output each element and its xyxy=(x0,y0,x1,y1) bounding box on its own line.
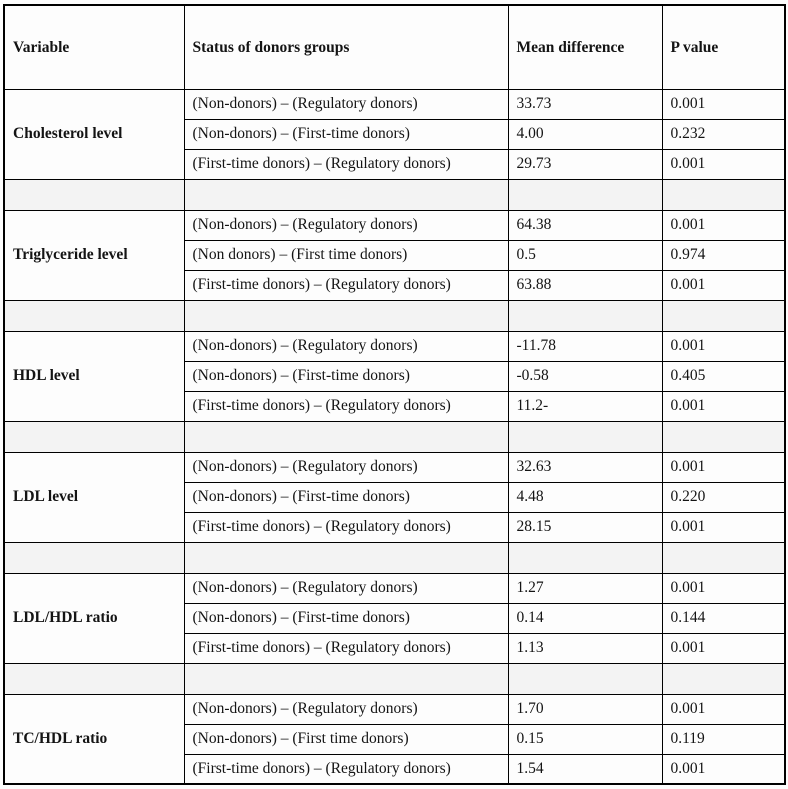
spacer-cell xyxy=(184,421,508,452)
variable-cell-tc-hdl-ratio: TC/HDL ratio xyxy=(4,694,184,784)
spacer-cell xyxy=(662,300,785,331)
spacer-cell xyxy=(508,421,662,452)
p-value-cell: 0.001 xyxy=(662,391,785,421)
status-cell: (First-time donors) – (Regulatory donors) xyxy=(184,270,508,300)
mean-difference-cell: 4.48 xyxy=(508,482,662,512)
status-cell: (Non-donors) – (First time donors) xyxy=(184,724,508,754)
spacer-cell xyxy=(184,542,508,573)
variable-cell-cholesterol: Cholesterol level xyxy=(4,89,184,179)
status-cell: (Non-donors) – (Regulatory donors) xyxy=(184,694,508,724)
mean-difference-cell: 0.14 xyxy=(508,603,662,633)
status-cell: (Non-donors) – (Regulatory donors) xyxy=(184,452,508,482)
table-row xyxy=(4,89,785,119)
p-value-cell: 0.001 xyxy=(662,149,785,179)
header-p-value: P value xyxy=(662,5,785,89)
p-value-cell: 0.974 xyxy=(662,240,785,270)
mean-difference-cell: 1.70 xyxy=(508,694,662,724)
p-value-cell: 0.001 xyxy=(662,512,785,542)
mean-difference-cell: 0.15 xyxy=(508,724,662,754)
p-value-cell: 0.001 xyxy=(662,452,785,482)
mean-difference-cell: 4.00 xyxy=(508,119,662,149)
variable-cell-hdl: HDL level xyxy=(4,331,184,421)
spacer-cell xyxy=(4,179,184,210)
spacer-cell xyxy=(508,179,662,210)
mean-difference-cell: 0.5 xyxy=(508,240,662,270)
table-row xyxy=(4,573,785,603)
spacer-cell xyxy=(662,663,785,694)
spacer-cell xyxy=(508,542,662,573)
spacer-cell xyxy=(184,300,508,331)
mean-difference-cell: 11.2- xyxy=(508,391,662,421)
spacer-cell xyxy=(662,421,785,452)
mean-difference-cell: 63.88 xyxy=(508,270,662,300)
p-value-cell: 0.001 xyxy=(662,694,785,724)
p-value-cell: 0.232 xyxy=(662,119,785,149)
spacer-row xyxy=(4,421,785,452)
mean-difference-cell: -11.78 xyxy=(508,331,662,361)
header-status: Status of donors groups xyxy=(184,5,508,89)
p-value-cell: 0.405 xyxy=(662,361,785,391)
p-value-cell: 0.001 xyxy=(662,89,785,119)
status-cell: (Non donors) – (First time donors) xyxy=(184,240,508,270)
header-variable: Variable xyxy=(4,5,184,89)
p-value-cell: 0.001 xyxy=(662,754,785,784)
mean-difference-cell: 32.63 xyxy=(508,452,662,482)
table-header-row xyxy=(4,5,785,89)
spacer-cell xyxy=(184,663,508,694)
mean-difference-cell: 29.73 xyxy=(508,149,662,179)
mean-difference-cell: 1.13 xyxy=(508,633,662,663)
spacer-cell xyxy=(4,663,184,694)
status-cell: (Non-donors) – (Regulatory donors) xyxy=(184,573,508,603)
status-cell: (Non-donors) – (First-time donors) xyxy=(184,482,508,512)
status-cell: (First-time donors) – (Regulatory donors) xyxy=(184,754,508,784)
spacer-row xyxy=(4,179,785,210)
status-cell: (First-time donors) – (Regulatory donors) xyxy=(184,512,508,542)
mean-difference-cell: 64.38 xyxy=(508,210,662,240)
status-cell: (First-time donors) – (Regulatory donors) xyxy=(184,633,508,663)
p-value-cell: 0.144 xyxy=(662,603,785,633)
mean-difference-cell: 33.73 xyxy=(508,89,662,119)
status-cell: (First-time donors) – (Regulatory donors) xyxy=(184,149,508,179)
table-row xyxy=(4,331,785,361)
spacer-cell xyxy=(4,300,184,331)
table-row xyxy=(4,452,785,482)
status-cell: (Non-donors) – (Regulatory donors) xyxy=(184,331,508,361)
spacer-cell xyxy=(184,179,508,210)
spacer-cell xyxy=(4,542,184,573)
variable-cell-ldl-hdl-ratio: LDL/HDL ratio xyxy=(4,573,184,663)
spacer-row xyxy=(4,663,785,694)
spacer-row xyxy=(4,300,785,331)
donor-comparison-table xyxy=(3,4,786,785)
spacer-cell xyxy=(508,300,662,331)
status-cell: (Non-donors) – (First-time donors) xyxy=(184,119,508,149)
mean-difference-cell: 1.54 xyxy=(508,754,662,784)
spacer-cell xyxy=(4,421,184,452)
status-cell: (First-time donors) – (Regulatory donors) xyxy=(184,391,508,421)
mean-difference-cell: 28.15 xyxy=(508,512,662,542)
status-cell: (Non-donors) – (First-time donors) xyxy=(184,361,508,391)
p-value-cell: 0.119 xyxy=(662,724,785,754)
p-value-cell: 0.001 xyxy=(662,331,785,361)
p-value-cell: 0.001 xyxy=(662,270,785,300)
table-row xyxy=(4,210,785,240)
p-value-cell: 0.001 xyxy=(662,633,785,663)
spacer-row xyxy=(4,542,785,573)
status-cell: (Non-donors) – (Regulatory donors) xyxy=(184,210,508,240)
variable-cell-triglyceride: Triglyceride level xyxy=(4,210,184,300)
spacer-cell xyxy=(662,179,785,210)
status-cell: (Non-donors) – (Regulatory donors) xyxy=(184,89,508,119)
status-cell: (Non-donors) – (First-time donors) xyxy=(184,603,508,633)
p-value-cell: 0.220 xyxy=(662,482,785,512)
variable-cell-ldl: LDL level xyxy=(4,452,184,542)
mean-difference-cell: -0.58 xyxy=(508,361,662,391)
p-value-cell: 0.001 xyxy=(662,573,785,603)
table-row xyxy=(4,694,785,724)
p-value-cell: 0.001 xyxy=(662,210,785,240)
mean-difference-cell: 1.27 xyxy=(508,573,662,603)
spacer-cell xyxy=(662,542,785,573)
spacer-cell xyxy=(508,663,662,694)
header-mean-difference: Mean difference xyxy=(508,5,662,89)
